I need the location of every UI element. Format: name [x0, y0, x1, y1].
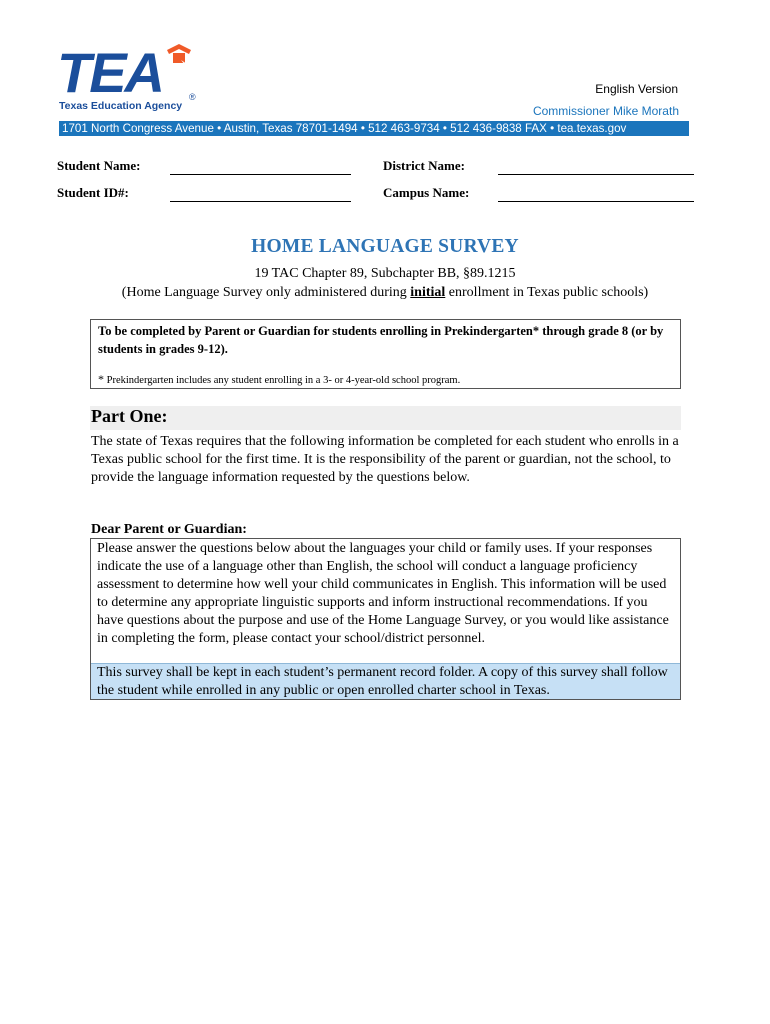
administration-note-prefix: (Home Language Survey only administered during [121, 285, 411, 300]
completion-notice-box [90, 319, 681, 389]
part-one-paragraph: The state of Texas requires that the following information be completed for each student who enrolls in a Texas public school for the first time. It is the responsibility of the parent or guardian, not the school, to provide the language information requested by the questions below. [91, 434, 679, 485]
registered-mark: ® [189, 92, 196, 102]
completion-notice: To be completed by Parent or Guardian for students enrolling in Prekindergarten* through grade 8 (or by students in grades 9-12). [98, 324, 664, 356]
administration-note-suffix: enrollment in Texas public schools) [445, 285, 649, 300]
student-name-field[interactable] [170, 174, 351, 175]
salutation: Dear Parent or Guardian: [91, 522, 247, 537]
tea-logo [55, 44, 205, 112]
address-bar: 1701 North Congress Avenue • Austin, Texas 78701-1494 • 512 463-9734 • 512 436-9838 FAX • tea.texas.gov [59, 121, 689, 136]
commissioner-name: Commissioner Mike Morath [532, 104, 679, 118]
record-note-highlight [91, 663, 680, 699]
tea-logo-mark [55, 44, 205, 96]
student-name-label: Student Name: [57, 158, 141, 173]
survey-title: HOME LANGUAGE SURVEY [251, 236, 519, 257]
legal-citation: 19 TAC Chapter 89, Subchapter BB, §89.1215 [254, 266, 516, 281]
student-id-field[interactable] [170, 201, 351, 202]
footnote-mark: * [98, 372, 104, 386]
district-name-label: District Name: [383, 158, 465, 173]
instructions-text: Please answer the questions below about the languages your child or family uses. If your responses indicate the use of a language other than English, the school will conduct a language proficiency assessment to determine how well your child communicates in English. This information will be used to determine any appropriate linguistic supports and inform instructional recommendations. If you have questions about the purpose and use of the Home Language Survey, or you would like assistance in completing the form, please contact your school/district personnel. [97, 541, 669, 646]
part-one-header [90, 406, 681, 430]
student-id-label: Student ID#: [57, 185, 129, 200]
record-note-text: This survey shall be kept in each student’s permanent record folder. A copy of this survey shall follow the student while enrolled in any public or open enrolled charter school in Texas. [97, 665, 668, 698]
version-label: English Version [595, 82, 678, 96]
administration-note [0, 285, 770, 301]
part-one-heading: Part One: [91, 406, 168, 426]
campus-name-label: Campus Name: [383, 185, 470, 200]
star-swoosh-icon [181, 60, 193, 70]
agency-name: Texas Education Agency [59, 100, 183, 112]
administration-note-emphasis: initial [410, 285, 446, 300]
schoolhouse-roof-icon [167, 44, 191, 54]
logo-wordmark: TEA [57, 44, 163, 96]
district-name-field[interactable] [498, 174, 694, 175]
campus-name-field[interactable] [498, 201, 694, 202]
prekindergarten-footnote [98, 372, 460, 387]
instructions-box [90, 538, 681, 700]
footnote-text: Prekindergarten includes any student enrolling in a 3- or 4-year-old school program. [104, 375, 461, 386]
